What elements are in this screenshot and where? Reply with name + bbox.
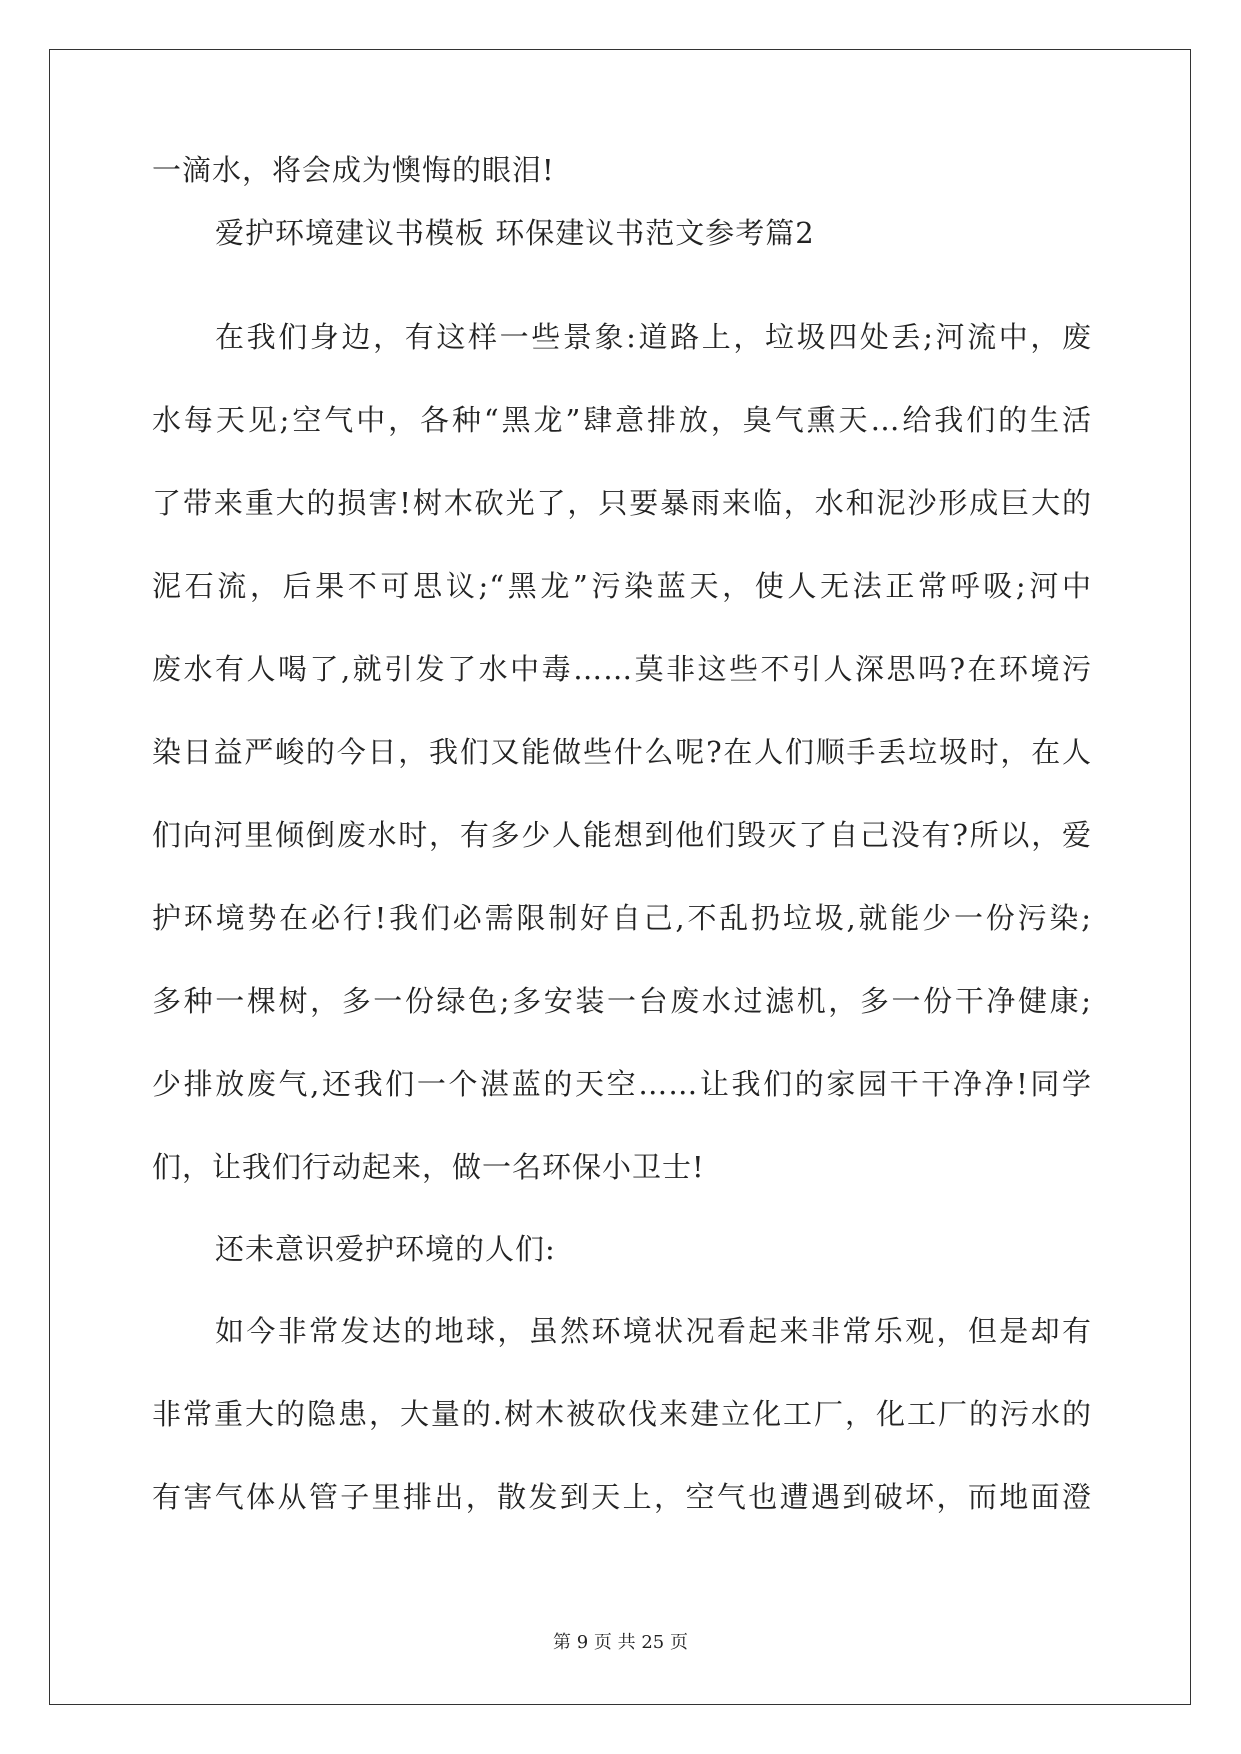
text-line: 泥石流，后果不可思议;“黑龙”污染蓝天，使人无法正常呼吸;河中 [152, 569, 1092, 603]
page-border [49, 49, 1191, 1705]
text-line: 如今非常发达的地球，虽然环境状况看起来非常乐观，但是却有 [215, 1314, 1092, 1348]
text-line: 了带来重大的损害!树木砍光了，只要暴雨来临，水和泥沙形成巨大的 [152, 486, 1092, 520]
text-line: 们，让我们行动起来，做一名环保小卫士! [152, 1150, 705, 1184]
text-line: 一滴水，将会成为懊悔的眼泪! [152, 153, 555, 187]
text-line: 废水有人喝了,就引发了水中毒……莫非这些不引人深思吗?在环境污 [152, 652, 1092, 686]
text-line: 在我们身边，有这样一些景象:道路上，垃圾四处丢;河流中，废 [215, 320, 1092, 354]
text-line: 护环境势在必行!我们必需限制好自己,不乱扔垃圾,就能少一份污染; [152, 901, 1092, 935]
page-number-footer: 第 9 页 共 25 页 [553, 1632, 688, 1653]
text-line: 水每天见;空气中，各种“黑龙”肆意排放，臭气熏天…给我们的生活 [152, 403, 1092, 437]
text-line: 染日益严峻的今日，我们又能做些什么呢?在人们顺手丢垃圾时，在人 [152, 735, 1092, 769]
text-line: 们向河里倾倒废水时，有多少人能想到他们毁灭了自己没有?所以，爱 [152, 818, 1092, 852]
text-line: 有害气体从管子里排出，散发到天上，空气也遭遇到破坏，而地面澄 [152, 1480, 1092, 1514]
text-line: 爱护环境建议书模板 环保建议书范文参考篇2 [215, 216, 815, 250]
text-line: 少排放废气,还我们一个湛蓝的天空……让我们的家园干干净净!同学 [152, 1067, 1092, 1101]
text-line: 多种一棵树，多一份绿色;多安装一台废水过滤机，多一份干净健康; [152, 984, 1092, 1018]
text-line: 还未意识爱护环境的人们: [215, 1232, 556, 1266]
text-line: 非常重大的隐患，大量的.树木被砍伐来建立化工厂，化工厂的污水的 [152, 1397, 1092, 1431]
